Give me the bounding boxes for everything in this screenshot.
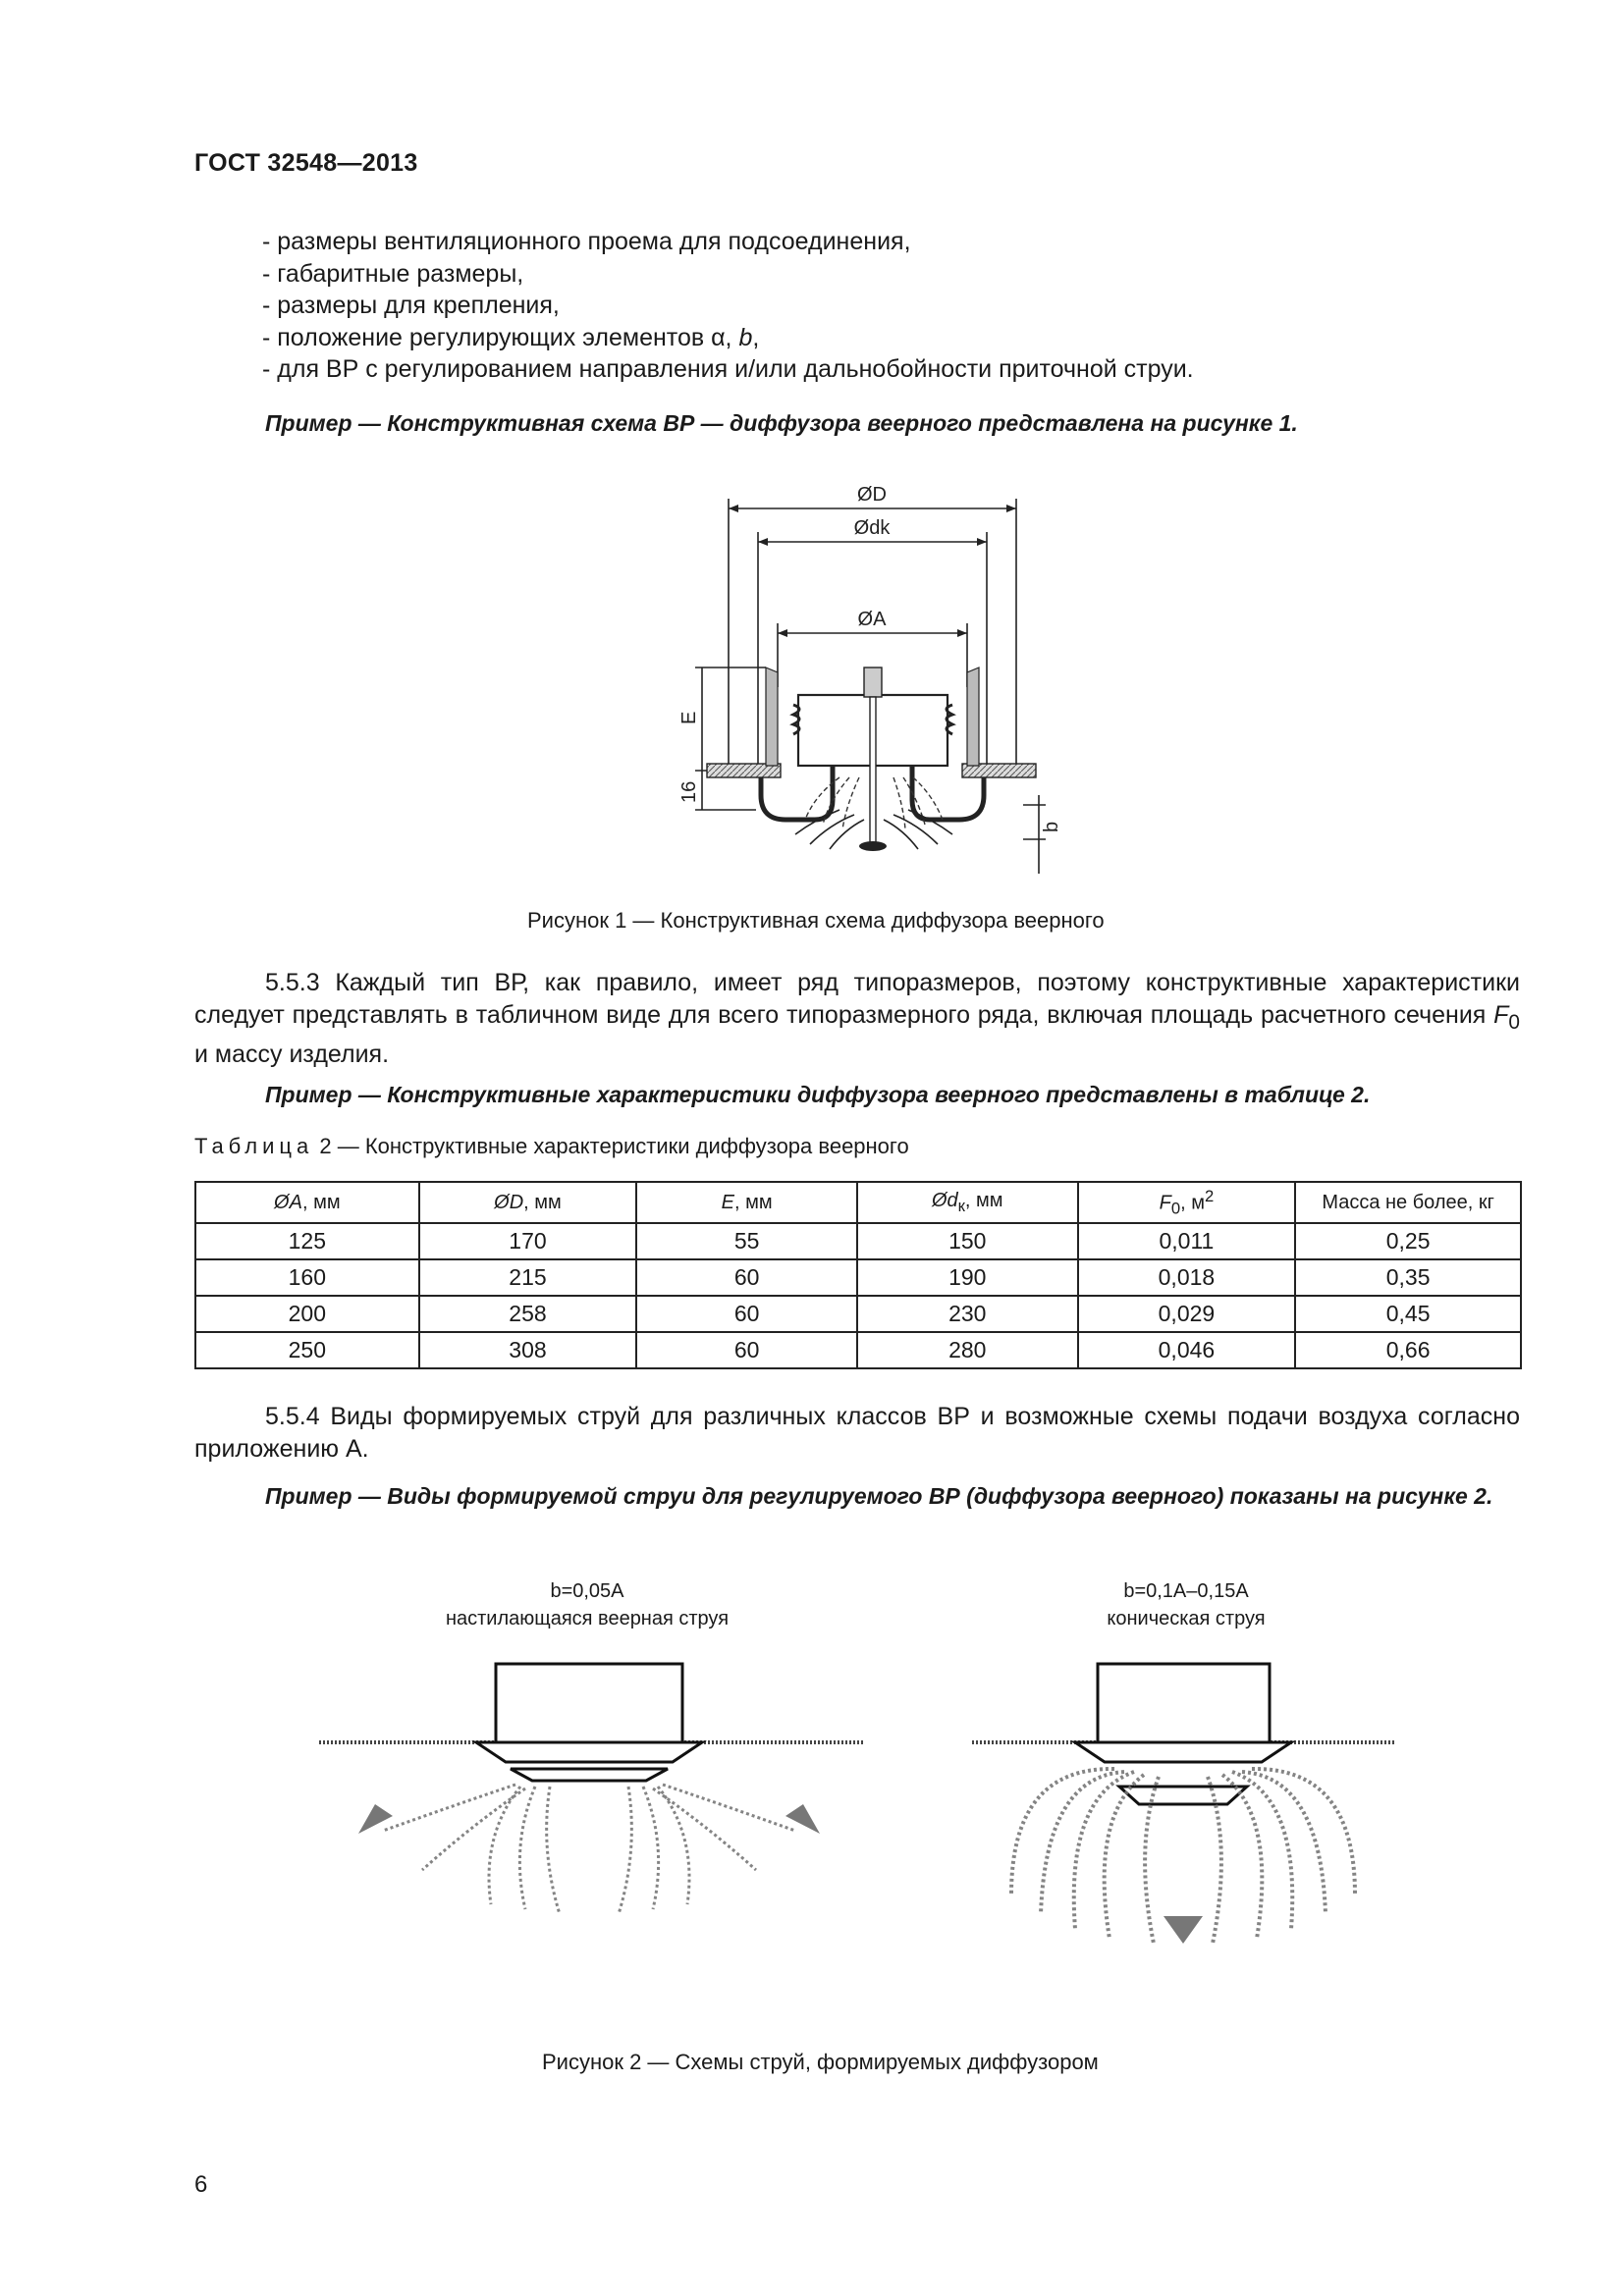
list-item: - для ВР с регулированием направления и/или дальнобойности приточной струи.	[262, 355, 1194, 383]
header-A: ØA, мм	[195, 1182, 419, 1223]
requirements-list	[262, 226, 1194, 386]
list-item: - размеры для крепления,	[262, 292, 560, 319]
header-F0: $F_0$, $м^2$	[1078, 1182, 1296, 1223]
label-dk: Ødk	[853, 517, 891, 539]
alpha-symbol: α	[711, 323, 726, 351]
table-row: 200 258 60 230 0,029 0,45	[195, 1296, 1521, 1332]
header-E: E, мм	[636, 1182, 857, 1223]
figure-2-right-name: коническая струя	[1107, 1608, 1266, 1629]
label-A: ØA	[857, 609, 887, 630]
figure-2-conical-jet	[967, 1659, 1399, 1953]
figure-2-caption: Рисунок 2 — Схемы струй, формируемых диффузором	[542, 2050, 1099, 2074]
var-b: b	[738, 323, 753, 351]
header-dk: $Ød_к$, мм	[857, 1182, 1078, 1223]
list-item: - размеры вентиляционного проема для подсоединения,	[262, 228, 911, 255]
label-E: E	[678, 711, 700, 724]
paragraph-5-5-4: 5.5.4 Виды формируемых струй для различных классов ВР и возможные схемы подачи воздуха согласно приложению А.	[194, 1403, 1520, 1463]
table-2	[194, 1181, 1522, 1369]
list-item: - габаритные размеры,	[262, 259, 524, 288]
label-b: b	[1041, 821, 1062, 832]
page-number: 6	[194, 2171, 208, 2198]
label-D: ØD	[857, 484, 887, 506]
list-item: - положение регулирующих элементов α, b,	[262, 323, 760, 351]
example-2: Пример — Конструктивные характеристики диффузора веерного представлены в таблице 2.	[265, 1082, 1371, 1107]
figure-1-caption: Рисунок 1 — Конструктивная схема диффузора веерного	[527, 908, 1105, 933]
figure-2-fan-jet	[314, 1659, 874, 1924]
table-row: 250 308 60 280 0,046 0,66	[195, 1332, 1521, 1368]
figure-2-right-formula: b=0,1A–0,15A	[1123, 1580, 1249, 1602]
table-row: 160 215 60 190 0,018 0,35	[195, 1259, 1521, 1296]
table-row: 125 170 55 150 0,011 0,25	[195, 1223, 1521, 1259]
table-2-title: Таблица 2 — Конструктивные характеристики диффузора веерного	[194, 1134, 909, 1158]
header-D: ØD, мм	[419, 1182, 637, 1223]
figure-1-diffuser-scheme	[668, 471, 1080, 883]
label-16: 16	[678, 780, 700, 803]
figure-2-left-formula: b=0,05A	[550, 1580, 624, 1602]
document-header: ГОСТ 32548—2013	[194, 149, 418, 177]
header-mass: Масса не более, кг	[1295, 1182, 1521, 1223]
figure-2-left-name: настилающаяся веерная струя	[445, 1608, 730, 1629]
example-1: Пример — Конструктивная схема ВР — диффузора веерного представлена на рисунке 1.	[265, 410, 1298, 436]
table-header-row	[195, 1182, 1521, 1223]
example-3: Пример — Виды формируемой струи для регулируемого ВР (диффузора веерного) показаны на рисунке 2.	[265, 1483, 1493, 1509]
paragraph-5-5-3: 5.5.3 Каждый тип ВР, как правило, имеет ряд типоразмеров, поэтому конструктивные характеристики следует представлять в табличном виде для всего типоразмерного ряда, включая площадь расчетного сечения $F_0$ и массу изделия.	[194, 969, 1520, 1068]
